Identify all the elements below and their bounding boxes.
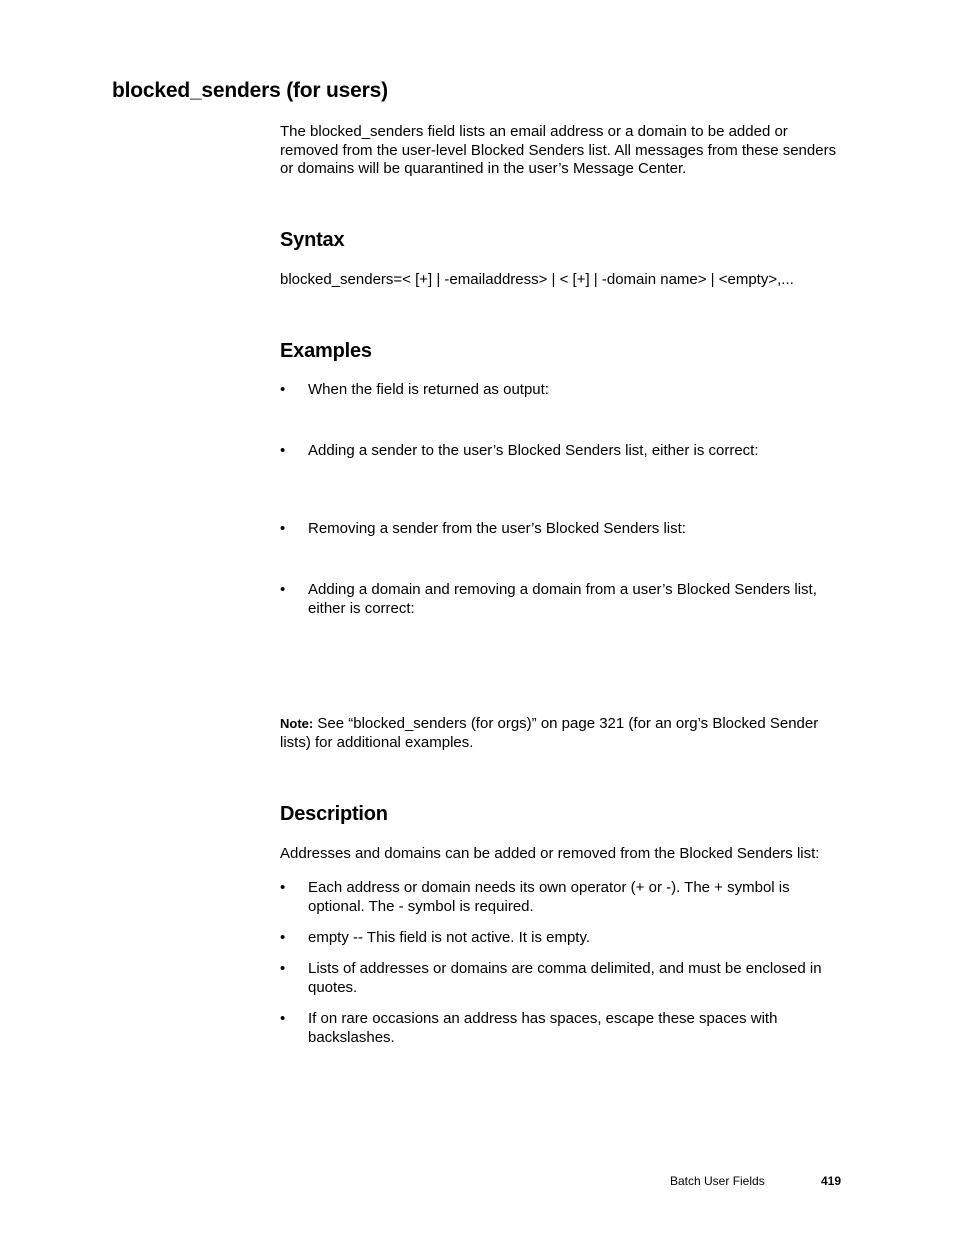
examples-heading: Examples <box>280 340 372 362</box>
syntax-text: blocked_senders=< [+] | -emailaddress> | < [+] | -domain name> | <empty>,... <box>280 271 794 288</box>
description-item-text: If on rare occasions an address has spaces, escape these spaces with backslashes. <box>308 1010 778 1046</box>
intro-paragraph: The blocked_senders field lists an email address or a domain to be added or removed from the user-level Blocked Senders list. All messages from these senders or domains will be quarantined in the user’s Message Center. <box>280 123 837 177</box>
bullet-icon: • <box>280 381 286 398</box>
examples-list-item <box>280 520 845 539</box>
note-text: See “blocked_senders (for orgs)” on page 321 (for an org’s Blocked Sender lists) for additional examples. <box>280 715 819 751</box>
note-paragraph <box>280 715 845 752</box>
bullet-icon: • <box>280 520 286 537</box>
bullet-icon: • <box>280 1010 286 1027</box>
description-intro: Addresses and domains can be added or removed from the Blocked Senders list: <box>280 845 820 862</box>
description-item-text: empty -- This field is not active. It is empty. <box>308 929 591 946</box>
examples-item-text: When the field is returned as output: <box>308 381 549 398</box>
description-list-item <box>280 960 845 997</box>
bullet-icon: • <box>280 929 286 946</box>
bullet-icon: • <box>280 581 286 598</box>
syntax-heading: Syntax <box>280 229 345 251</box>
description-heading: Description <box>280 803 388 825</box>
footer-section-title: Batch User Fields <box>670 1174 765 1188</box>
description-list-item <box>280 879 845 916</box>
bullet-icon: • <box>280 442 286 459</box>
page-title: blocked_senders (for users) <box>112 79 388 102</box>
footer-page-number: 419 <box>821 1174 842 1188</box>
note-label: Note: <box>280 716 314 731</box>
examples-item-text: Removing a sender from the user’s Blocked Senders list: <box>308 520 686 537</box>
description-item-text: Each address or domain needs its own operator (+ or -). The + symbol is optional. The - symbol is required. <box>308 879 790 915</box>
description-item-text: Lists of addresses or domains are comma delimited, and must be enclosed in quotes. <box>308 960 822 996</box>
examples-item-text: Adding a sender to the user’s Blocked Senders list, either is correct: <box>308 442 759 459</box>
bullet-icon: • <box>280 879 286 896</box>
examples-list-item <box>280 381 845 400</box>
examples-list-item <box>280 442 845 461</box>
bullet-icon: • <box>280 960 286 977</box>
examples-item-text: Adding a domain and removing a domain from a user’s Blocked Senders list, either is correct: <box>308 581 817 617</box>
description-list-item <box>280 1010 845 1047</box>
examples-list-item <box>280 581 845 618</box>
description-list-item <box>280 929 845 948</box>
